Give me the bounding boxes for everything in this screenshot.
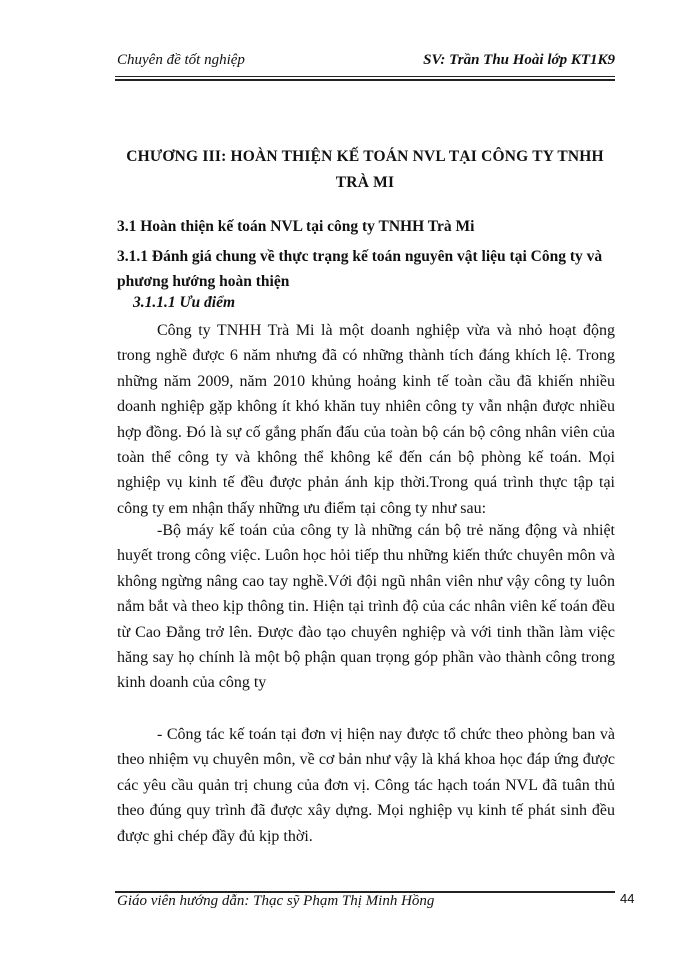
chapter-title	[115, 144, 615, 196]
chapter-title-line1: CHƯƠNG III: HOÀN THIỆN KẾ TOÁN NVL TẠI CÔNG TY TNHH	[126, 148, 604, 165]
section-heading-3-1-1-line2: phương hướng hoàn thiện	[117, 273, 290, 290]
header-left: Chuyên đề tốt nghiệp	[117, 52, 245, 68]
page-number: 44	[620, 891, 635, 906]
chapter-title-line2: TRÀ MI	[335, 174, 395, 191]
header-rule	[115, 76, 615, 77]
paragraph-3: - Công tác kế toán tại đơn vị hiện nay được tổ chức theo phòng ban và theo nhiệm vụ chuyên môn, về cơ bản như vậy là khá khoa học đáp ứng được các yêu cầu quản trị chung của đơn vị. Công tác hạch toán NVL đã tuân thủ theo đúng quy trình đã được xây dựng. Mọi nghiệp vụ kinh tế phát sinh đều được ghi chép đầy đủ kịp thời.	[117, 726, 615, 845]
section-heading-3-1: 3.1 Hoàn thiện kế toán NVL tại công ty TNHH Trà Mi	[117, 218, 475, 235]
paragraph-2: -Bộ máy kế toán của công ty là những cán bộ trẻ năng động và nhiệt huyết trong công việc. Luôn học hỏi tiếp thu những kiến thức chuyên môn và không ngừng nâng cao tay nghề.Với đội ngũ nhân viên như vậy công ty luôn nắm bắt và theo kịp thông tin. Hiện tại trình độ của các nhân viên kế toán đều từ Cao Đẳng trở lên. Được đào tạo chuyên nghiệp và với tinh thần làm việc hăng say họ chính là một bộ phận quan trọng góp phần vào thành công trong kinh doanh của công ty	[117, 522, 615, 692]
header-right: SV: Trần Thu Hoài lớp KT1K9	[423, 52, 615, 68]
section-heading-3-1-1	[117, 244, 615, 294]
page-header	[117, 52, 613, 76]
section-heading-3-1-1-line1: 3.1.1 Đánh giá chung về thực trạng kế toán nguyên vật liệu tại Công ty và	[117, 248, 603, 265]
section-heading-3-1-1-1: 3.1.1.1 Ưu điểm	[133, 294, 235, 311]
header-rule-double	[115, 79, 615, 81]
paragraph-1: Công ty TNHH Trà Mi là một doanh nghiệp vừa và nhỏ hoạt động trong nghề được 6 năm nhưng đã có những thành tích đáng khích lệ. Trong những năm 2009, năm 2010 khủng hoảng kinh tế toàn cầu đã khiến nhiều doanh nghiệp gặp không ít khó khăn tuy nhiên công ty vẫn nhận được nhiều hợp đồng. Đó là sự cố gắng phấn đấu của toàn bộ cán bộ công nhân viên của toàn thể công ty và không thể không kể đến cán bộ phòng kế toán. Mọi nghiệp vụ kinh tế đều được phản ánh kịp thời.Trong quá trình thực tập tại công ty em nhận thấy những ưu điểm tại công ty như sau:	[117, 322, 615, 517]
footer-teacher: Giáo viên hướng dẫn: Thạc sỹ Phạm Thị Minh Hồng	[117, 893, 435, 909]
